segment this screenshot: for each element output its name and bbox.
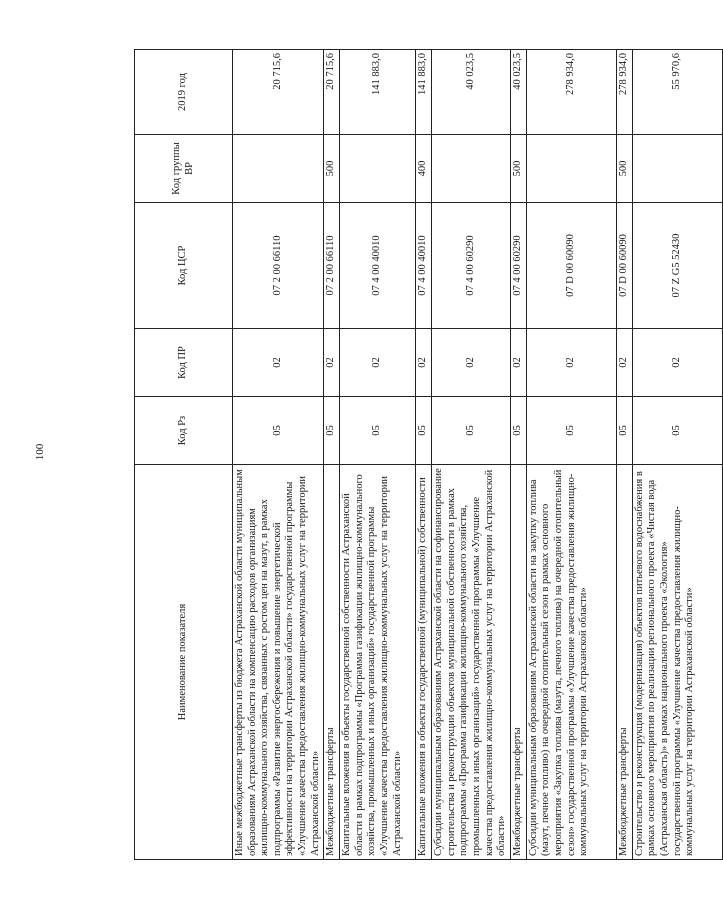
row-vr [632,135,722,203]
row-rz: 05 [526,397,616,465]
row-name: Межбюджетные трансферты [510,465,526,860]
row-pr: 02 [324,329,340,397]
header-name: Наименование показателя [135,465,233,860]
header-pr: Код ПР [135,329,233,397]
row-csr: 07 D 00 60090 [616,203,632,329]
row-csr: 07 2 00 66110 [233,203,324,329]
budget-table [134,49,723,860]
row-rz: 05 [416,397,432,465]
row-amount: 278 934,0 [616,50,632,135]
row-vr: 500 [616,135,632,203]
row-csr: 07 D 00 60090 [526,203,616,329]
header-vr: Код группы ВР [135,135,233,203]
row-vr [526,135,616,203]
row-csr: 07 4 00 40010 [416,203,432,329]
row-vr: 500 [510,135,526,203]
table-row [340,50,416,860]
row-amount: 141 883,0 [416,50,432,135]
row-rz: 05 [233,397,324,465]
row-amount: 55 970,6 [632,50,722,135]
row-name: Иные межбюджетные трансферты из бюджета Астраханской области муниципальным образованиям Астраханской области на компенсацию расходов организациям жилищно-коммунального хозяйства, связанных с ростом цен на мазут, в рамках подпрограммы «Развитие энергосбережения и повышение энергетической эффективности на территории Астраханской области» государственной программы «Улучшение качества предоставления жилищно-коммунальных услуг на территории Астраханской области» [233,465,324,860]
row-rz: 05 [510,397,526,465]
header-year: 2019 год [135,50,233,135]
row-rz: 05 [324,397,340,465]
row-name: Капитальные вложения в объекты государственной (муниципальной) собственности [416,465,432,860]
row-amount: 40 023,5 [432,50,511,135]
row-pr: 02 [510,329,526,397]
row-pr: 02 [416,329,432,397]
row-vr: 500 [324,135,340,203]
table-row [510,50,526,860]
row-csr: 07 Z G5 52430 [632,203,722,329]
row-name: Субсидии муниципальным образованиям Астраханской области на закупку топлива (мазут, печное топливо) на очередной отопительный сезон в рамках основного мероприятия «Закупка топлива (мазута, печного топлива) на очередной отопительный сезон» государственной программы «Улучшение качества предоставления жилищно-коммунальных услуг на территории Астраханской области» [526,465,616,860]
row-rz: 05 [340,397,416,465]
row-pr: 02 [432,329,511,397]
row-rz: 05 [432,397,511,465]
table-row [416,50,432,860]
row-csr: 07 4 00 40010 [340,203,416,329]
row-name: Межбюджетные трансферты [616,465,632,860]
row-pr: 02 [616,329,632,397]
row-amount: 40 023,5 [510,50,526,135]
row-csr: 07 4 00 60290 [432,203,511,329]
row-name: Межбюджетные трансферты [324,465,340,860]
header-rz: Код Рз [135,397,233,465]
table-row [526,50,616,860]
table-header-row [135,50,233,860]
row-name: Капитальные вложения в объекты государственной собственности Астраханской области в рамках подпрограммы «Программа газификации жилищно-коммунального хозяйства, промышленных и иных организаций» государственной программы «Улучшение качества предоставления жилищно-коммунальных услуг на территории Астраханской области» [340,465,416,860]
row-pr: 02 [526,329,616,397]
row-amount: 20 715,6 [324,50,340,135]
row-vr [233,135,324,203]
row-pr: 02 [340,329,416,397]
row-vr: 400 [416,135,432,203]
row-rz: 05 [632,397,722,465]
row-amount: 20 715,6 [233,50,324,135]
row-pr: 02 [632,329,722,397]
row-csr: 07 2 00 66110 [324,203,340,329]
table-row [616,50,632,860]
row-rz: 05 [616,397,632,465]
table-row [233,50,324,860]
row-vr [340,135,416,203]
header-csr: Код ЦСР [135,203,233,329]
row-pr: 02 [233,329,324,397]
table-row [432,50,511,860]
row-vr [432,135,511,203]
row-name: Субсидии муниципальным образованиям Астраханской области на софинансирование строительства и реконструкции объектов муниципальной собственности в рамках подпрограммы «Программа газификации жилищно-коммунального хозяйства, промышленных и иных организаций» государственной программы «Улучшение качества предоставления жилищно-коммунальных услуг на территории Астраханской области» [432,465,511,860]
document-page [134,50,696,860]
row-amount: 141 883,0 [340,50,416,135]
table-row [324,50,340,860]
row-csr: 07 4 00 60290 [510,203,526,329]
table-row [632,50,722,860]
row-name: Строительство и реконструкция (модернизация) объектов питьевого водоснабжения в рамках основного мероприятия по реализации регионального проекта «Чистая вода (Астраханская область)» в рамках национального проекта «Экология» государственной программы «Улучшение качества предоставления жилищно-коммунальных услуг на территории Астраханской области» [632,465,722,860]
page-number: 100 [34,443,46,461]
row-amount: 278 934,0 [526,50,616,135]
